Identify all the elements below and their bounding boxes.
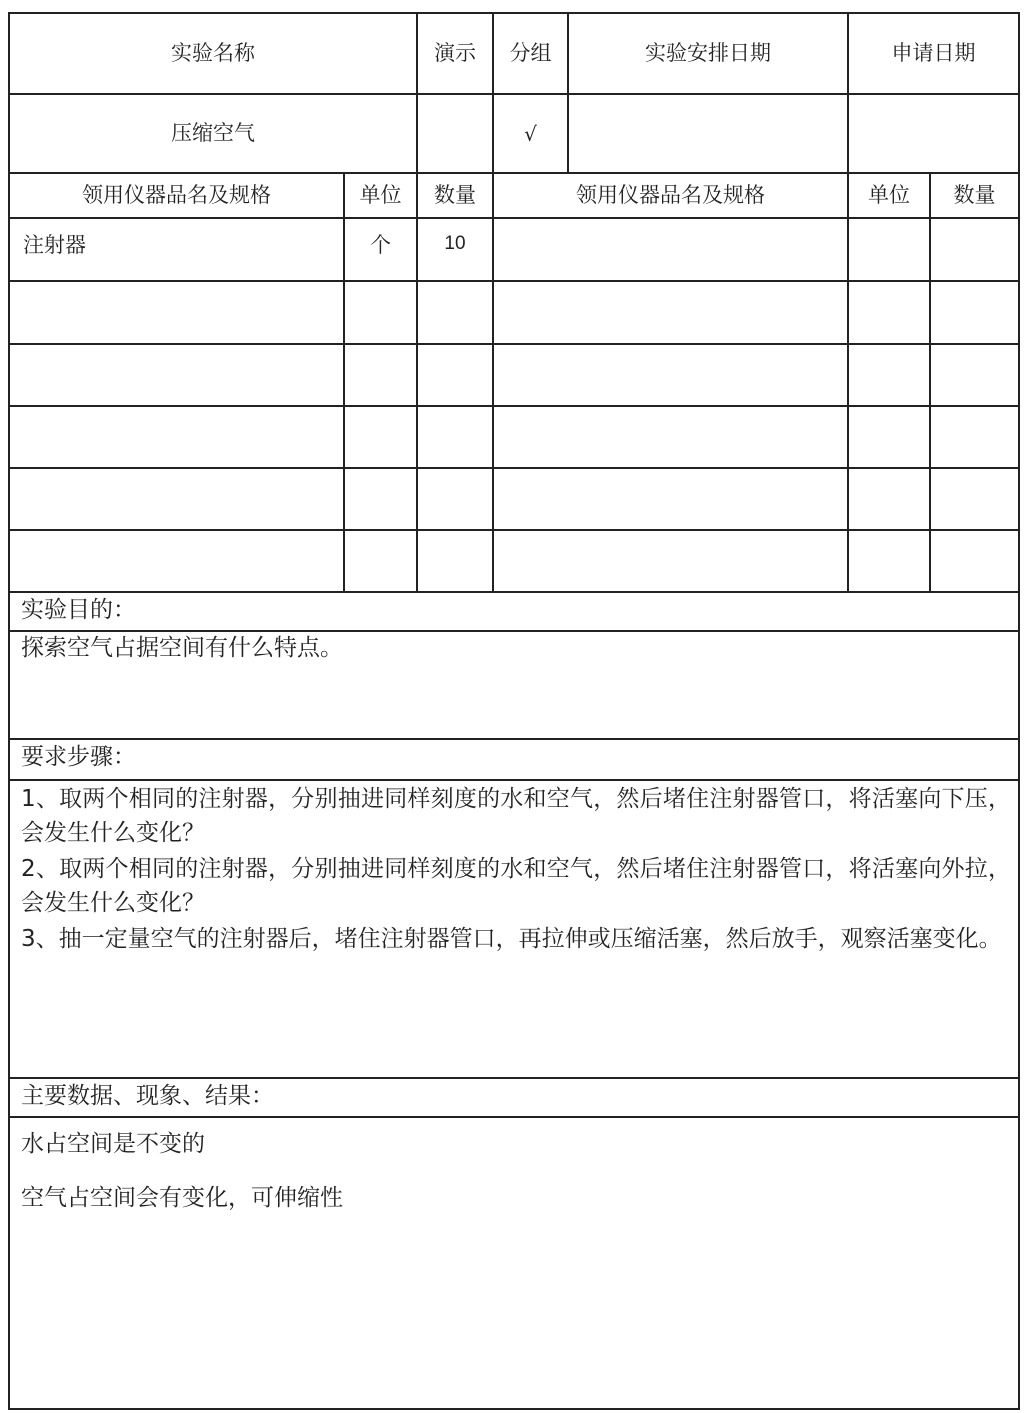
- step-item-1: 1、取两个相同的注射器，分别抽进同样刻度的水和空气，然后堵住注射器管口，将活塞向下压，会发生什么变化？: [21, 786, 1011, 846]
- equipment-row-5-quantity: [418, 469, 492, 529]
- equipment-row-3-quantity-2: [931, 345, 1018, 405]
- rule-results-label: [8, 1116, 1020, 1118]
- equipment-row-3-quantity: [418, 345, 492, 405]
- col-item-name-1: 领用仪器品名及规格: [82, 183, 271, 207]
- rule-purpose-bottom: [8, 738, 1020, 740]
- apply-date-label: 申请日期: [891, 41, 976, 65]
- equipment-row-2-unit: [345, 282, 416, 343]
- experiment-name: 压缩空气: [171, 121, 255, 145]
- equipment-row-4-unit-2: [849, 407, 929, 467]
- equipment-row-1-item-name-2: [494, 219, 847, 280]
- equipment-row-6-unit-2: [849, 531, 929, 591]
- equipment-row-2-item-name-2: [494, 282, 847, 343]
- equipment-row-5-item-name: [10, 469, 343, 529]
- equipment-row-4-unit: [345, 407, 416, 467]
- equipment-row-2-quantity: [418, 282, 492, 343]
- purpose-label: 实验目的：: [21, 597, 136, 623]
- experiment-application-form: [8, 12, 1020, 1410]
- equipment-row-3-unit: [345, 345, 416, 405]
- col-unit-1: 单位: [359, 183, 402, 207]
- equipment-row-6-item-name-2: [494, 531, 847, 591]
- equipment-row-1-unit: 个: [370, 233, 391, 257]
- equipment-row-5-item-name-2: [494, 469, 847, 529]
- equipment-row-5-unit-2: [849, 469, 929, 529]
- equipment-row-1-unit-2: [849, 219, 929, 280]
- equipment-row-2-unit-2: [849, 282, 929, 343]
- result-line-2: 空气占空间会有变化，可伸缩性: [21, 1185, 343, 1211]
- equipment-row-6-unit: [345, 531, 416, 591]
- equipment-row-3-unit-2: [849, 345, 929, 405]
- apply-date: [849, 95, 1018, 172]
- rule-bottom: [8, 1408, 1020, 1410]
- demo-mark: [418, 95, 492, 172]
- col-item-name-2: 领用仪器品名及规格: [576, 183, 765, 207]
- equipment-row-4-item-name: [10, 407, 343, 467]
- purpose-text: 探索空气占据空间有什么特点。: [21, 635, 343, 661]
- equipment-row-1-quantity-2: [931, 219, 1018, 280]
- rule-equipment-bottom: [8, 591, 1020, 593]
- results-label: 主要数据、现象、结果：: [21, 1083, 274, 1109]
- col-unit-2: 单位: [868, 183, 910, 207]
- equipment-row-6-quantity: [418, 531, 492, 591]
- col-qty-2: 数量: [953, 183, 996, 207]
- equipment-row-2-quantity-2: [931, 282, 1018, 343]
- group-label: 分组: [509, 41, 552, 65]
- equipment-row-4-quantity-2: [931, 407, 1018, 467]
- experiment-name-label: 实验名称: [171, 41, 255, 65]
- equipment-row-3-item-name: [10, 345, 343, 405]
- equipment-row-4-item-name-2: [494, 407, 847, 467]
- rule-right: [1018, 12, 1020, 1410]
- col-qty-1: 数量: [434, 183, 476, 207]
- step-item-2: 2、取两个相同的注射器，分别抽进同样刻度的水和空气，然后堵住注射器管口，将活塞向外拉，会发生什么变化？: [21, 856, 1011, 916]
- equipment-row-3-item-name-2: [494, 345, 847, 405]
- group-check-mark: √: [524, 121, 537, 146]
- step-item-3: 3、抽一定量空气的注射器后，堵住注射器管口，再拉伸或压缩活塞，然后放手，观察活塞变化。: [21, 926, 1002, 952]
- rule-steps-label: [8, 779, 1020, 781]
- schedule-date-label: 实验安排日期: [645, 41, 771, 65]
- equipment-row-5-quantity-2: [931, 469, 1018, 529]
- demo-label: 演示: [434, 41, 476, 65]
- equipment-row-1-item-name: 注射器: [23, 233, 86, 257]
- steps-label: 要求步骤：: [21, 744, 136, 770]
- schedule-date: [569, 95, 847, 172]
- rule-steps-bottom: [8, 1077, 1020, 1079]
- equipment-row-5-unit: [345, 469, 416, 529]
- equipment-row-1-quantity: 10: [444, 233, 466, 254]
- result-line-1: 水占空间是不变的: [21, 1131, 205, 1157]
- equipment-row-2-item-name: [10, 282, 343, 343]
- equipment-row-4-quantity: [418, 407, 492, 467]
- equipment-row-6-item-name: [10, 531, 343, 591]
- equipment-row-6-quantity-2: [931, 531, 1018, 591]
